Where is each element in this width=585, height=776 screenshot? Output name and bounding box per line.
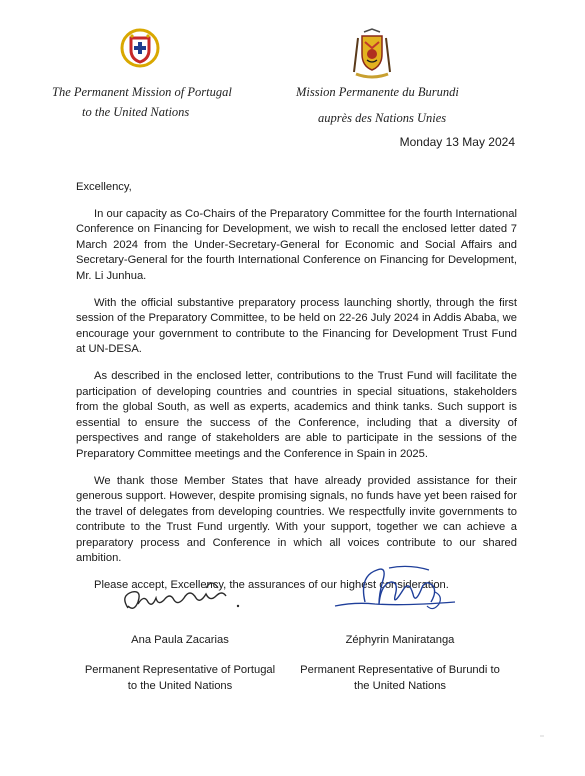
portugal-mission-line2: to the United Nations [82,105,190,119]
letter-body [76,180,517,605]
burundi-signatory-title: Permanent Representative of Burundi to the United Nations [300,664,500,692]
paragraph-2: With the official substantive preparatory process launching shortly, through the first session of the Preparatory Committee, to be held on 22-26 July 2024 in Addis Ababa, we encourage your government to contribute to the Financing for Development Trust Fund at UN-DESA. [76,296,517,356]
portugal-mission-line1: The Permanent Mission of Portugal [52,85,232,99]
burundi-mission-line1: Mission Permanente du Burundi [296,85,459,99]
paragraph-1: In our capacity as Co-Chairs of the Preparatory Committee for the fourth International Conference on Financing for Development, we wish to recall the enclosed letter dated 7 March 2024 from the Under-Secretary-General for Economic and Social Affairs and Secretary-General for the fourth International Conference on Financing for Development, Mr. Li Junhua. [76,207,517,282]
page-mark [540,735,544,737]
portugal-signatory-title: Permanent Representative of Portugal to the United Nations [84,664,276,692]
letter-date: Monday 13 May 2024 [399,135,515,149]
portugal-signature-block [70,574,290,694]
burundi-signature-block [290,562,510,694]
burundi-handwritten-signature [325,562,475,622]
portugal-mission-letterhead [52,82,282,122]
burundi-mission-letterhead [296,82,526,128]
salutation: Excellency, [76,181,132,193]
portugal-handwritten-signature [110,574,250,622]
paragraph-3: As described in the enclosed letter, contributions to the Trust Fund will facilitate the participation of developing countries and countries in special situations, stakeholders from the global South, as well as experts, academics and think tanks. Such support is essential to ensure the success of the Conference, including that a diversity of perspectives and range of stakeholders are able to participate in the sessions of the Preparatory Committee meetings and the Conference in Spain in 2025. [76,369,517,460]
paragraph-4: We thank those Member States that have already provided assistance for their generous support. However, despite promising signals, no funds have yet been raised for the travel of delegates from developing countries. We respectfully invite governments to contribute to the Trust Fund urgently. With your support, together we can achieve a preparatory process and Conference in which all voices contribute to our shared ambition. [76,474,517,565]
closing-paragraph: Please accept, Excellency, the assurances of our highest consideration. [94,579,449,592]
portugal-coat-of-arms-icon [120,26,160,70]
burundi-mission-line2: auprès des Nations Unies [318,111,447,125]
burundi-signatory-name: Zéphyrin Maniratanga [345,634,455,646]
burundi-coat-of-arms-icon [350,28,394,80]
portugal-signatory-name: Ana Paula Zacarias [131,634,229,646]
